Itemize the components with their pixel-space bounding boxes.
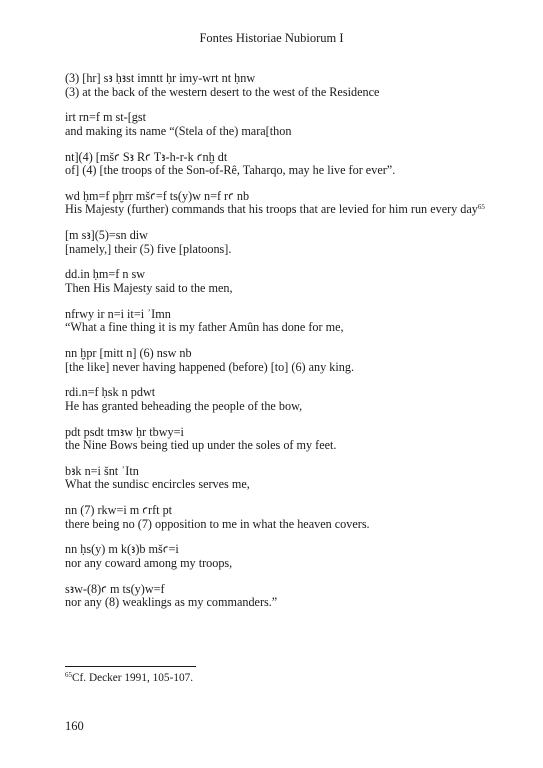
footnote-reference: 65 — [477, 203, 485, 212]
translation-line: nor any coward among my troops, — [65, 555, 233, 570]
translation-line: He has granted beheading the people of the bow, — [65, 398, 303, 413]
transliteration-line: nt](4) [mšꜥ Sꜣ Rꜥ Tꜣ-h-r-k ꜥnḫ dt — [65, 149, 228, 164]
transliteration-line: nn ḥs(y) m k(ꜣ)b mšꜥ=i — [65, 542, 179, 557]
translation-text: His Majesty (further) commands that his troops that are levied for him run every day — [65, 202, 478, 217]
footnote — [65, 672, 193, 685]
translation-line: “What a fine thing it is my father Amûn has done for me, — [65, 320, 344, 335]
footnote-text: Cf. Decker 1991, 105-107. — [72, 672, 194, 684]
verse-block-2 — [65, 111, 485, 138]
transliteration-line: (3) [hr] sꜣ ḥꜣst imntt ḥr imy-wrt nt ḥnw — [65, 71, 256, 85]
verse-block-12 — [65, 504, 485, 531]
transliteration-line: [m sꜣ](5)=sn diw — [65, 228, 148, 243]
verse-block-8 — [65, 347, 485, 374]
transliteration-line: rdi.n=f ḥsk n pdwt — [65, 385, 156, 400]
translation-line: [namely,] their (5) five [platoons]. — [65, 241, 232, 256]
translation-line: Then His Majesty said to the men, — [65, 281, 233, 295]
translation-line: of] (4) [the troops of the Son-of-Rê, Taharqo, may he live for ever”. — [65, 163, 396, 178]
transliteration-line: dd.in ḥm=f n sw — [65, 267, 145, 282]
verse-block-5 — [65, 229, 485, 256]
translation-line: (3) at the back of the western desert to the west of the Residence — [65, 84, 380, 99]
translation-line: there being no (7) opposition to me in what the heaven covers. — [65, 516, 370, 531]
verse-block-3 — [65, 151, 485, 178]
transliteration-line: pdt psdt tmꜣw ḥr tbwy=i — [65, 424, 184, 439]
text-body — [65, 72, 485, 622]
translation-line — [65, 203, 485, 217]
footnote-marker: 65 — [65, 671, 72, 679]
translation-line: nor any (8) weaklings as my commanders.” — [65, 595, 278, 610]
verse-block-11 — [65, 465, 485, 492]
transliteration-line: wd ḥm=f pḫrr mšꜥ=f ts(y)w n=f rꜥ nb — [65, 188, 250, 203]
verse-block-9 — [65, 386, 485, 413]
translation-line: and making its name “(Stela of the) mara[thon — [65, 123, 292, 138]
verse-block-10 — [65, 426, 485, 453]
transliteration-line: nn ḫpr [mitt n] (6) nsw nb — [65, 345, 192, 360]
transliteration-line: bꜣk n=i šnt ʾItn — [65, 463, 139, 478]
page-number: 160 — [65, 719, 84, 733]
transliteration-line: nfrwy ir n=i it=i ʾImn — [65, 306, 171, 321]
footnote-divider — [65, 666, 196, 667]
verse-block-7 — [65, 308, 485, 335]
transliteration-line: irt rn=f m st-[gst — [65, 110, 147, 125]
translation-line: What the sundisc encircles serves me, — [65, 477, 250, 492]
verse-block-4 — [65, 190, 485, 217]
running-header: Fontes Historiae Nubiorum I — [199, 31, 344, 45]
verse-block-1 — [65, 72, 485, 99]
translation-line: [the like] never having happened (before) [to] (6) any king. — [65, 359, 354, 374]
transliteration-line: sꜣw-(8)ꜥ m ts(y)w=f — [65, 581, 165, 596]
verse-block-13 — [65, 543, 485, 570]
translation-line: the Nine Bows being tied up under the soles of my feet. — [65, 438, 337, 453]
verse-block-6 — [65, 268, 485, 295]
verse-block-14 — [65, 583, 485, 610]
transliteration-line: nn (7) rkw=i m ꜥrft pt — [65, 503, 173, 518]
